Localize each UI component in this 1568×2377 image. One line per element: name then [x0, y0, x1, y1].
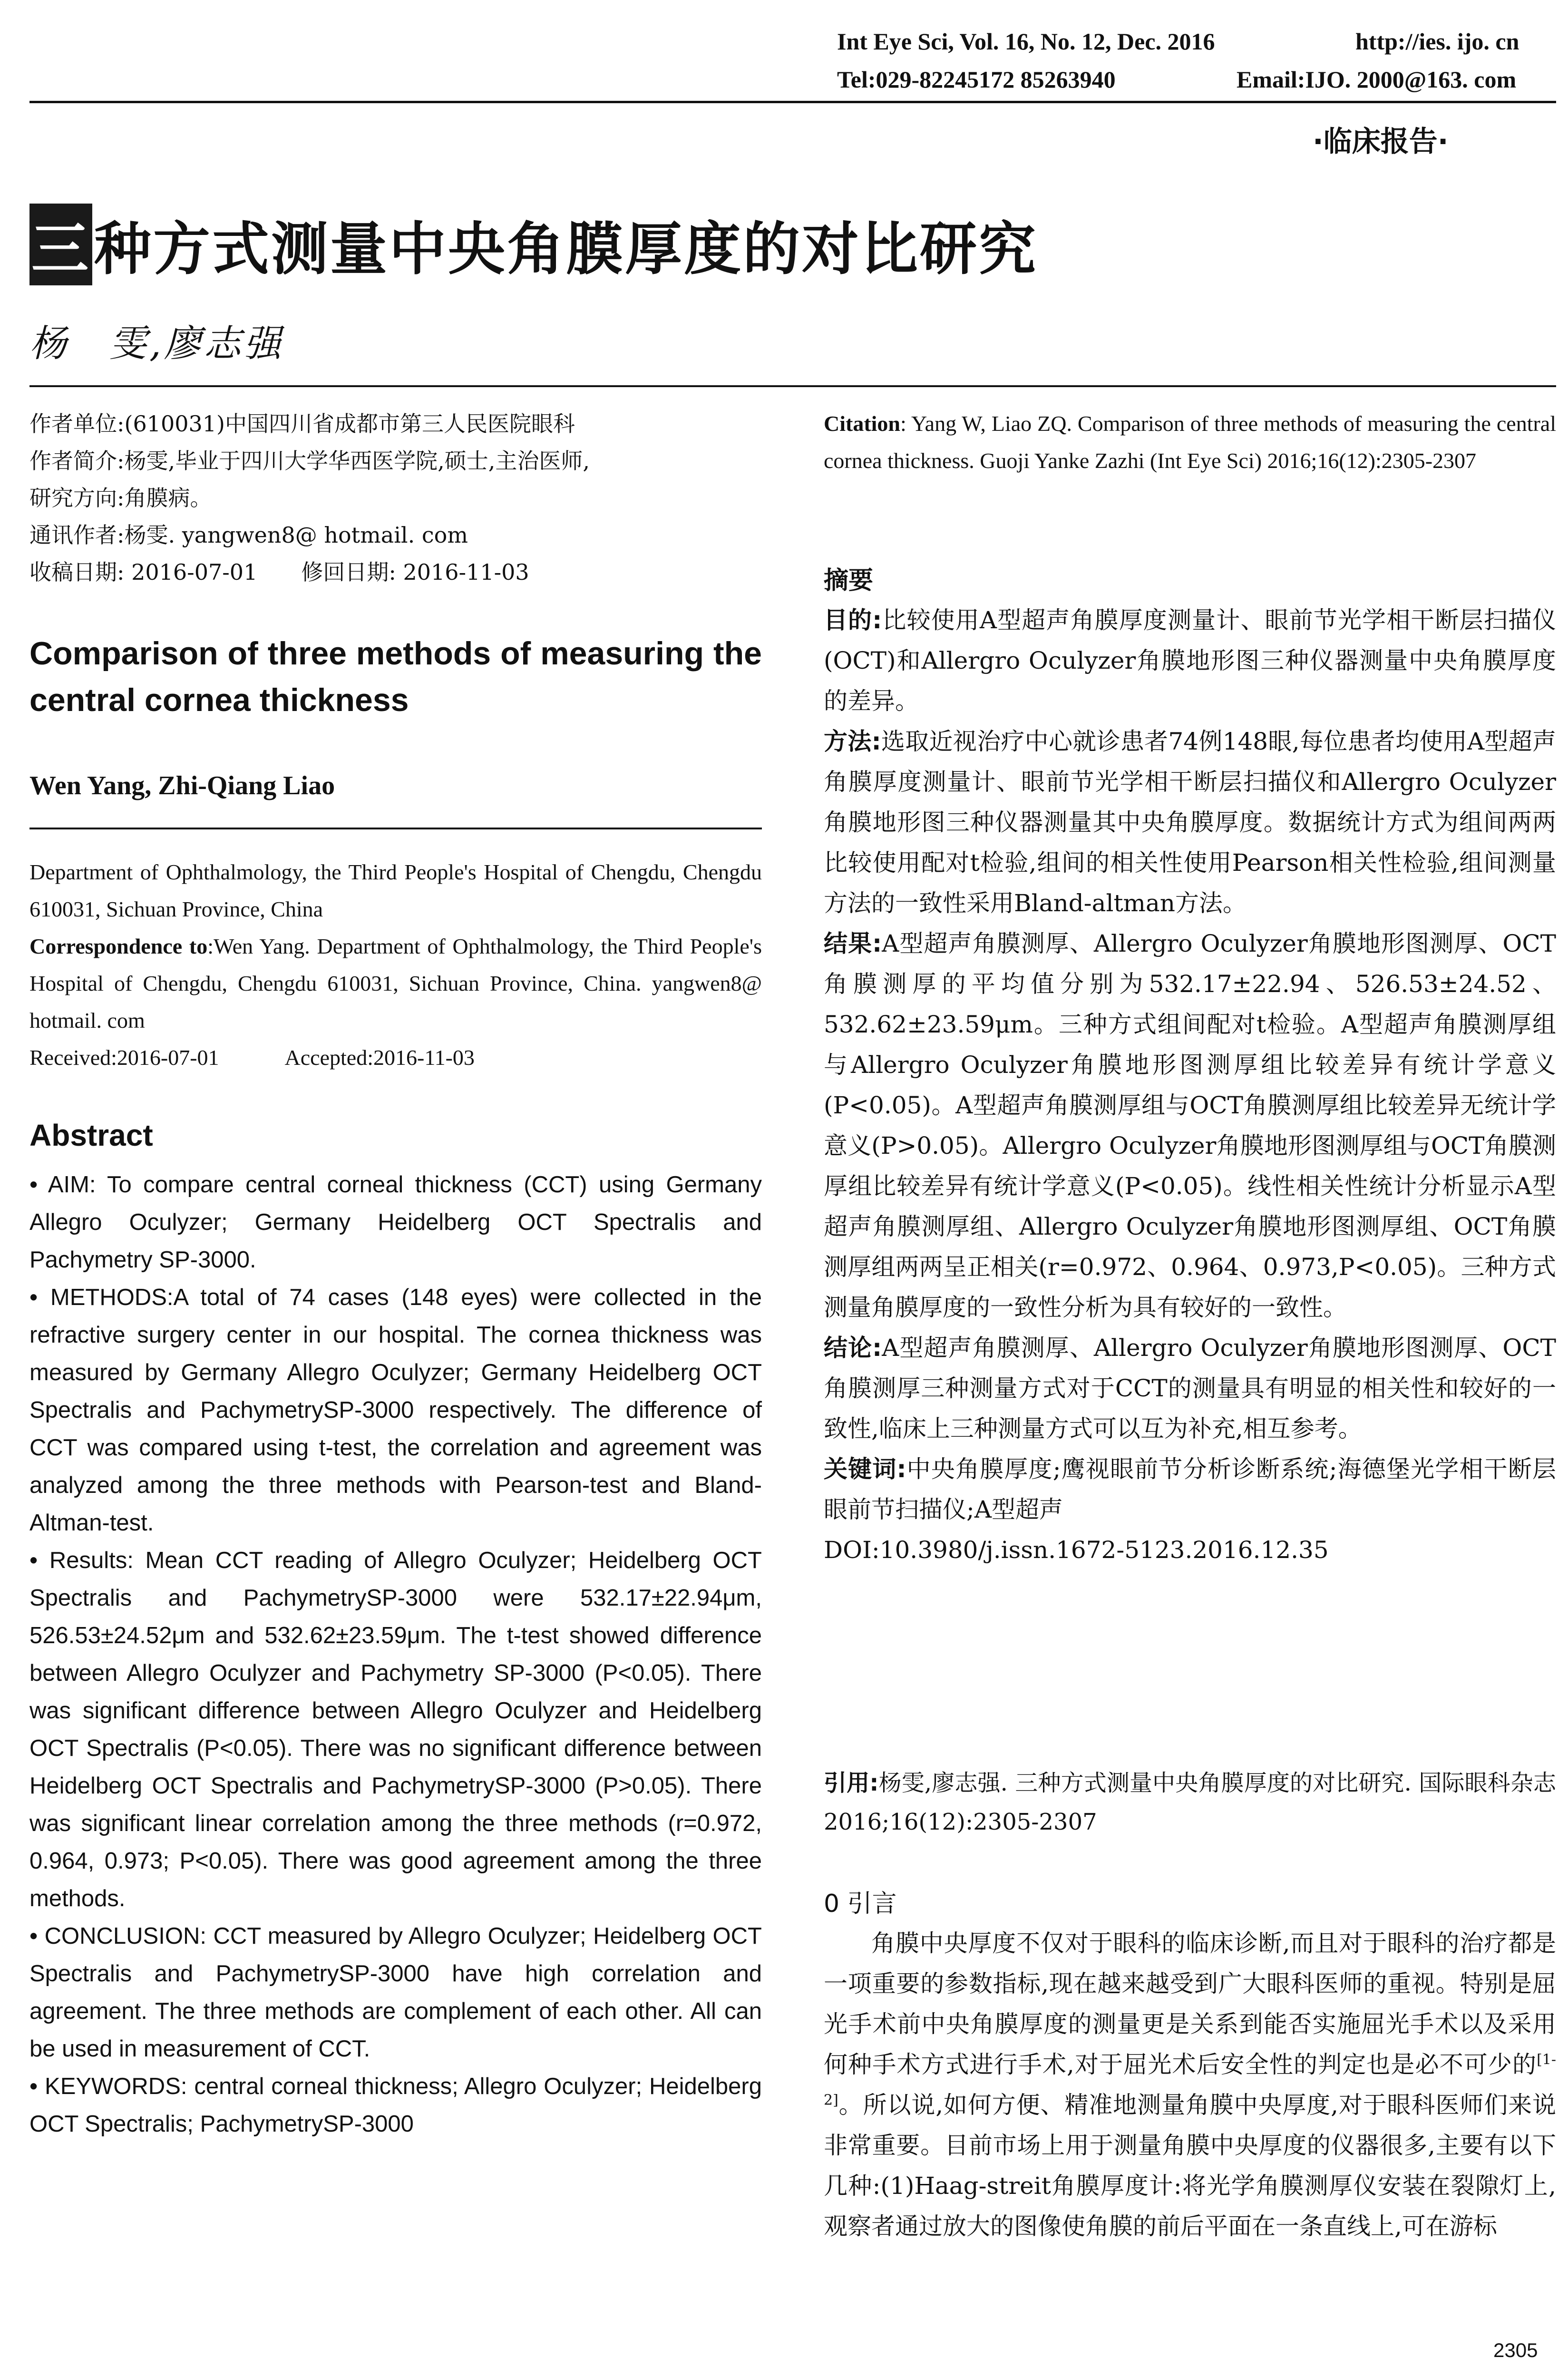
affiliation-line: 作者单位:(610031)中国四川省成都市第三人民医院眼科 — [29, 411, 575, 437]
affiliation-block — [29, 405, 762, 591]
zh-abstract-methods — [824, 721, 1556, 924]
authors-cn: 杨 雯,廖志强 — [29, 322, 284, 365]
zh-abstract-heading: 摘要 — [824, 566, 874, 595]
cite-zh-label: 引用: — [824, 1770, 879, 1796]
journal-tel: Tel:029-82245172 85263940 — [837, 66, 1116, 93]
english-title: Comparison of three methods of measuring the central cornea thickness — [29, 635, 762, 718]
zh-keywords-label: 关键词: — [824, 1455, 906, 1483]
cite-zh-text: 杨雯,廖志强. 三种方式测量中央角膜厚度的对比研究. 国际眼科杂志 2016;16(12):2305-2307 — [824, 1770, 1556, 1835]
correspondence-label: Correspondence to — [29, 934, 208, 958]
abstract-heading: Abstract — [29, 1118, 153, 1152]
affiliation-line: 作者简介:杨雯,毕业于四川大学华西医学院,硕士,主治医师, — [29, 448, 590, 474]
intro-reference[interactable]: [1-2] — [824, 2051, 1556, 2109]
zh-abstract-keywords — [824, 1449, 1556, 1530]
zh-results-text: A型超声角膜测厚、Allergro Oculyzer角膜地形图测厚、OCT角膜测厚的平均值分别为532.17±22.94、526.53±24.52、532.62±23.59μm。三种方式组间配对t检验。A型超声角膜测厚组与Allergro Oculyzer角膜地形图测厚组比较差异有统计学意义(P<0.05)。A型超声角膜测厚组与OCT角膜测厚组比较差异无统计学意义(P>0.05)。Allergro Oculyzer角膜地形图测厚组与OCT角膜测厚组比较差异有统计学意义(P<0.05)。线性相关性统计分析显示A型超声角膜测厚组、Allergro Oculyzer角膜地形图测厚组、OCT角膜测厚组两两呈正相关(r=0.972、0.964、0.973,P<0.05)。三种方式测量角膜厚度的一致性分析为具有较好的一致性。 — [824, 930, 1557, 1321]
correspondence — [29, 928, 762, 1039]
journal-url[interactable]: http://ies. ijo. cn — [1355, 28, 1519, 55]
intro-text-2: 。所以说,如何方便、精准地测量角膜中央厚度,对于眼科医师们来说非常重要。目前市场上用于测量角膜中央厚度的仪器很多,主要有以下几种:(1)Haag-streit角膜厚度计:将光学角膜测厚仪安装在裂隙灯上,观察者通过放大的图像使角膜的前后平面在一条直线上,可在游标 — [824, 2091, 1556, 2240]
title-first-char: 三 — [29, 204, 92, 285]
intro-text-1: 角膜中央厚度不仅对于眼科的临床诊断,而且对于眼科的治疗都是一项重要的参数指标,现在越来越受到广大眼科医师的重视。特别是屈光手术前中央角膜厚度的测量更是关系到能否实施屈光手术以及采用何种手术方式进行手术,对于屈光术后安全性的判定也是必不可少的 — [824, 1929, 1556, 2078]
zh-conclusion-text: A型超声角膜测厚、Allergro Oculyzer角膜地形图测厚、OCT角膜测厚三种测量方式对于CCT的测量具有明显的相关性和较好的一致性,临床上三种测量方式可以互为补充,相互参考。 — [824, 1334, 1557, 1442]
zh-abstract-body — [824, 600, 1556, 1570]
title-rule — [29, 385, 1556, 387]
zh-abstract-results — [824, 924, 1556, 1328]
english-info — [29, 854, 762, 1076]
zh-keywords-text: 中央角膜厚度;鹰视眼前节分析诊断系统;海德堡光学相干断层眼前节扫描仪;A型超声 — [824, 1455, 1556, 1523]
zh-results-label: 结果: — [824, 930, 882, 957]
department: Department of Ophthalmology, the Third People's Hospital of Chengdu, Chengdu 610031, Sichuan Province, China — [29, 860, 762, 921]
abstract-conclusion: • CONCLUSION: CCT measured by Allegro Oculyzer; Heidelberg OCT Spectralis and PachymetrySP-3000 have high correlation and agreement. The three methods are complement of each other. All can be used in measurement of CCT. — [29, 1923, 762, 2062]
abstract-aim: • AIM: To compare central corneal thickness (CCT) using Germany Allegro Oculyzer; Germany Heidelberg OCT Spectralis and Pachymetry SP-3000. — [29, 1172, 762, 1273]
page-number: 2305 — [1493, 2339, 1538, 2361]
abstract-methods: • METHODS:A total of 74 cases (148 eyes) were collected in the refractive surgery center in our hospital. The cornea thickness was measured by Germany Allegro Oculyzer; Germany Heidelberg OCT Spectralis and PachymetrySP-3000 respectively. The difference of CCT was compared using t-test, the correlation and agreement was analyzed among the three methods with Pearson-test and Bland-Altman-test. — [29, 1285, 762, 1536]
correspondence-text: :Wen Yang. Department of Ophthalmology, the Third People's Hospital of Chengdu, Chengdu 610031, Sichuan Province, China. yangwen8@ hotmail. com — [29, 934, 762, 1033]
affiliation-line: 通讯作者:杨雯. yangwen8@ hotmail. com — [29, 522, 468, 548]
english-authors: Wen Yang, Zhi-Qiang Liao — [29, 771, 335, 800]
citation-text: : Yang W, Liao ZQ. Comparison of three methods of measuring the central cornea thickness. Guoji Yanke Zazhi (Int Eye Sci) 2016;16(12):2305-2307 — [824, 411, 1556, 473]
affiliation-line: 研究方向:角膜病。 — [29, 485, 212, 511]
received-accepted: Received:2016-07-01 Accepted:2016-11-03 — [29, 1045, 475, 1070]
citation-block — [824, 405, 1556, 479]
intro-body — [824, 1923, 1556, 2247]
english-authors-rule — [29, 828, 762, 829]
header-rule — [29, 101, 1556, 103]
journal-info: Int Eye Sci, Vol. 16, No. 12, Dec. 2016 — [837, 28, 1215, 55]
page-title — [29, 204, 1038, 285]
zh-aim-label: 目的: — [824, 606, 882, 634]
cite-zh-block — [824, 1763, 1556, 1841]
abstract-body — [29, 1166, 762, 2143]
zh-conclusion-label: 结论: — [824, 1334, 882, 1362]
zh-methods-text: 选取近视治疗中心就诊患者74例148眼,每位患者均使用A型超声角膜厚度测量计、眼前节光学相干断层扫描仪和Allergro Oculyzer角膜地形图三种仪器测量其中央角膜厚度。数据统计方式为组间两两比较使用配对t检验,组间的相关性使用Pearson相关性检验,组间测量方法的一致性采用Bland-altman方法。 — [824, 728, 1556, 917]
section-label: ·临床报告· — [1313, 125, 1449, 158]
affiliation-line: 收稿日期: 2016-07-01 修回日期: 2016-11-03 — [29, 559, 529, 585]
journal-email[interactable]: Email:IJO. 2000@163. com — [1237, 66, 1517, 93]
zh-abstract-aim — [824, 600, 1556, 721]
abstract-results: • Results: Mean CCT reading of Allegro Oculyzer; Heidelberg OCT Spectralis and PachymetrySP-3000 were 532.17±22.94μm, 526.53±24.52μm and 532.62±23.59μm. The t-test showed difference between Allegro Oculyzer and Pachymetry SP-3000 (P<0.05). There was significant difference between Allegro Oculyzer and Heidelberg OCT Spectralis (P<0.05). There was no significant difference between Heidelberg OCT Spectralis and PachymetrySP-3000 (P>0.05). There was significant linear correlation among the three methods (r=0.972, 0.964, 0.973; P<0.05). There was good agreement among the three methods. — [29, 1548, 762, 1911]
citation-label: Citation — [824, 411, 900, 436]
title-rest: 种方式测量中央角膜厚度的对比研究 — [94, 216, 1038, 283]
intro-heading: 0 引言 — [824, 1890, 897, 1918]
zh-methods-label: 方法: — [824, 728, 881, 755]
abstract-keywords: • KEYWORDS: central corneal thickness; Allegro Oculyzer; Heidelberg OCT Spectralis; PachymetrySP-3000 — [29, 2074, 762, 2137]
zh-abstract-conclusion — [824, 1328, 1556, 1449]
doi[interactable]: DOI:10.3980/j.issn.1672-5123.2016.12.35 — [824, 1536, 1329, 1564]
zh-aim-text: 比较使用A型超声角膜厚度测量计、眼前节光学相干断层扫描仪(OCT)和Allergro Oculyzer角膜地形图三种仪器测量中央角膜厚度的差异。 — [824, 606, 1557, 715]
